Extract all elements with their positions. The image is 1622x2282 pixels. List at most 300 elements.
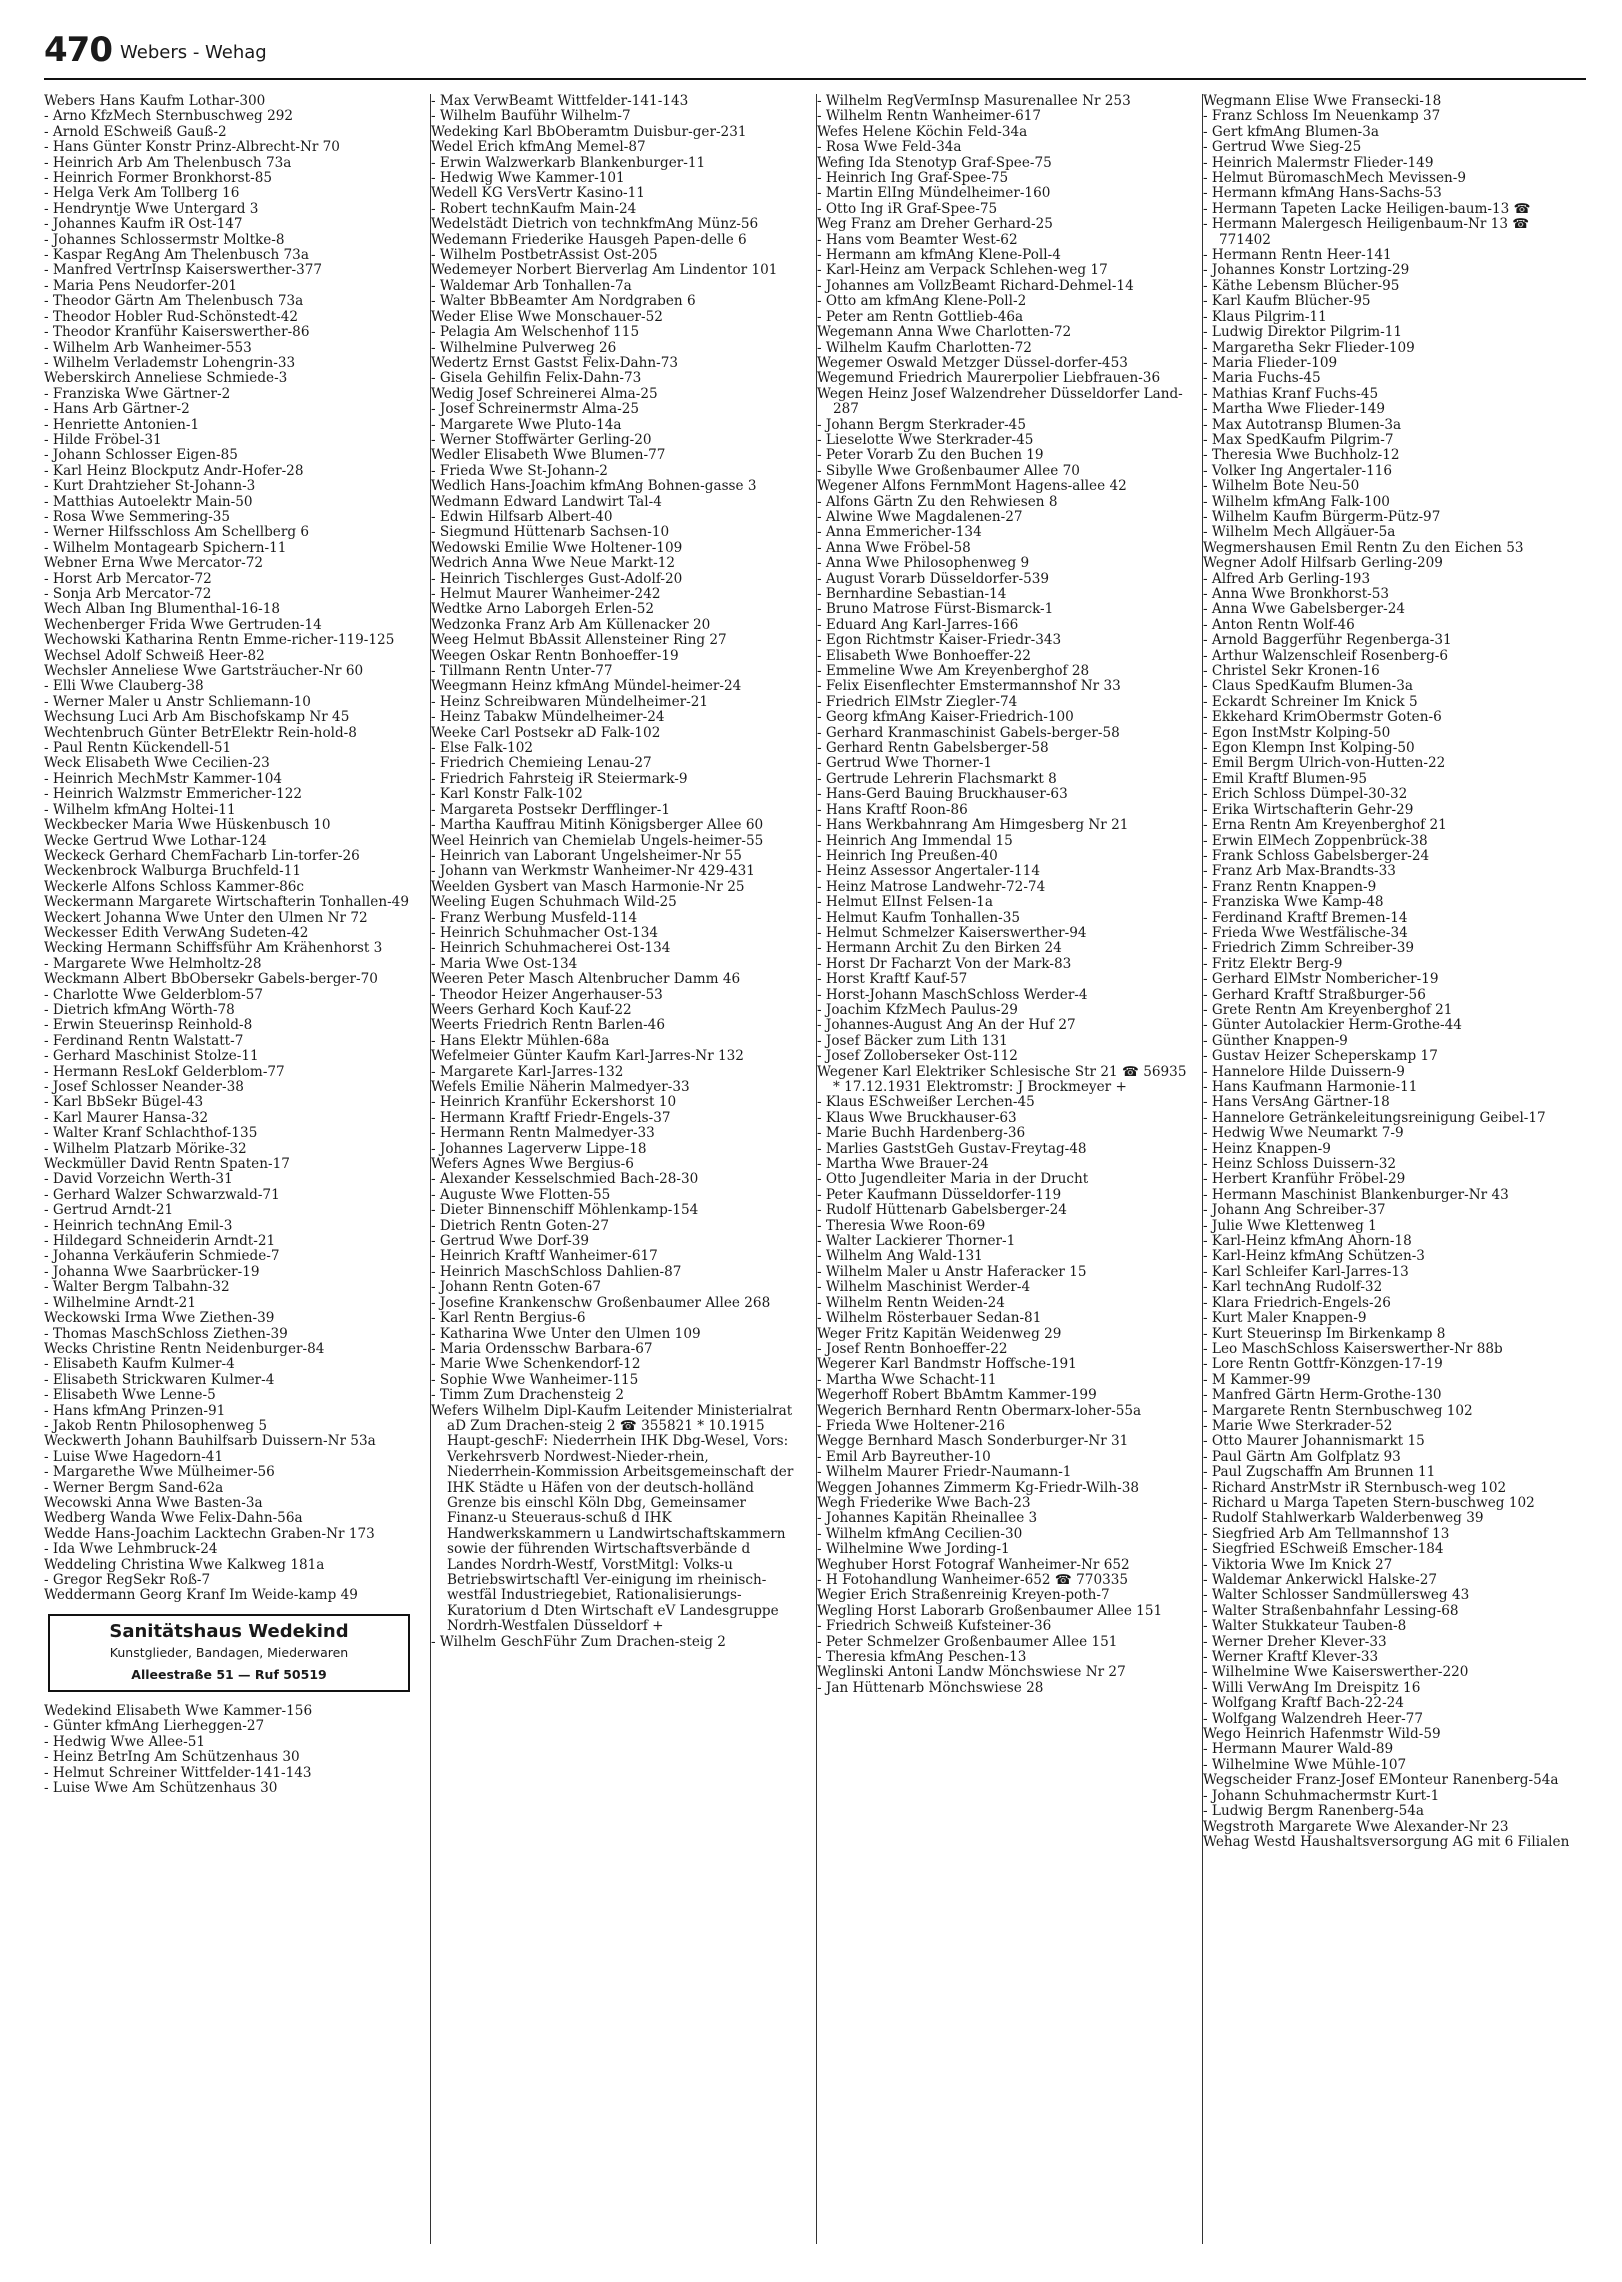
directory-entry: Weeg Helmut BbAssit Allensteiner Ring 27 xyxy=(431,632,727,649)
directory-entry: - Bruno Matrose Fürst-Bismarck-1 xyxy=(817,601,1054,618)
directory-entry: - Siegfried Arb Am Tellmannshof 13 xyxy=(1203,1525,1450,1542)
directory-entry: - Hans Arb Gärtner-2 xyxy=(44,401,190,418)
directory-entry: - Emil Arb Bayreuther-10 xyxy=(817,1448,991,1465)
directory-entry: Weckwerth Johann Bauhilfsarb Duissern-Nr 53a xyxy=(44,1433,376,1450)
directory-entry: Weeren Peter Masch Altenbrucher Damm 46 xyxy=(431,971,741,988)
directory-entry: - Julie Wwe Klettenweg 1 xyxy=(1203,1217,1377,1234)
directory-entry: - Heinrich Ang Immendal 15 xyxy=(817,832,1013,849)
directory-entry: - Heinrich MaschSchloss Dahlien-87 xyxy=(431,1263,682,1280)
directory-entry: - Hermann kfmAng Hans-Sachs-53 xyxy=(1203,185,1442,202)
directory-entry: - Elli Wwe Clauberg-38 xyxy=(44,678,204,695)
directory-entry: Weckesser Edith VerwAng Sudeten-42 xyxy=(44,924,309,941)
directory-entry: Wedell KG VersVertr Kasino-11 xyxy=(431,185,645,202)
directory-entry: - Gerhard Rentn Gabelsberger-58 xyxy=(817,740,1049,757)
directory-entry: - Edwin Hilfsarb Albert-40 xyxy=(431,508,613,525)
directory-entry: Wegen Heinz Josef Walzendreher Düsseldorfer Land-287 xyxy=(817,385,1183,418)
directory-entry: - Eckardt Schreiner Im Knick 5 xyxy=(1203,693,1418,710)
directory-entry: Weeke Carl Postsekr aD Falk-102 xyxy=(431,724,661,741)
directory-entry: Wefes Helene Köchin Feld-34a xyxy=(817,123,1028,140)
directory-entry: - Leo MaschSchloss Kaiserswerther-Nr 88b xyxy=(1203,1340,1503,1357)
directory-entry: - Erich Schloss Dümpel-30-32 xyxy=(1203,786,1408,803)
directory-entry: - Johann Schuhmachermstr Kurt-1 xyxy=(1203,1787,1440,1804)
directory-entry: Wechenberger Frida Wwe Gertruden-14 xyxy=(44,616,322,633)
directory-entry: - Theodor Heizer Angerhauser-53 xyxy=(431,986,663,1003)
directory-entry: - Heinrich Tischlerges Gust-Adolf-20 xyxy=(431,570,683,587)
directory-entry: - Helmut Schmelzer Kaiserswerther-94 xyxy=(817,924,1087,941)
directory-entry: - Alfred Arb Gerling-193 xyxy=(1203,570,1371,587)
directory-entry: - Otto Ing iR Graf-Spee-75 xyxy=(817,200,998,217)
directory-entry: - Emmeline Wwe Am Kreyenberghof 28 xyxy=(817,663,1090,680)
directory-entry: - Richard u Marga Tapeten Stern-buschweg 102 xyxy=(1203,1494,1535,1511)
directory-entry: Wechtenbruch Günter BetrElektr Rein-hold-8 xyxy=(44,724,357,741)
directory-entry: - Emil Bergm Ulrich-von-Hutten-22 xyxy=(1203,755,1446,772)
directory-entry: - Richard AnstrMstr iR Sternbusch-weg 102 xyxy=(1203,1479,1507,1496)
directory-entry: Wedelstädt Dietrich von technkfmAng Münz-56 xyxy=(431,216,759,233)
directory-entry: - Arnold Baggerführ Regenberga-31 xyxy=(1203,632,1452,649)
directory-entry: Weegmann Heinz kfmAng Mündel-heimer-24 xyxy=(431,678,742,695)
directory-entry: - Wolfgang Walzendreh Heer-77 xyxy=(1203,1710,1423,1727)
directory-entry: Weder Elise Wwe Monschauer-52 xyxy=(431,308,663,325)
directory-entry: - Johannes Kapitän Rheinallee 3 xyxy=(817,1510,1038,1527)
directory-entry: - Hermann ResLokf Gelderblom-77 xyxy=(44,1063,285,1080)
directory-entry: - Wilhelm Maler u Anstr Haferacker 15 xyxy=(817,1263,1087,1280)
directory-entry: - Dietrich Rentn Goten-27 xyxy=(431,1217,609,1234)
directory-entry: Wecke Gertrud Wwe Lothar-124 xyxy=(44,832,267,849)
directory-entry: - Arthur Walzenschleif Rosenberg-6 xyxy=(1203,647,1449,664)
directory-entry: Weghuber Horst Fotograf Wanheimer-Nr 652 xyxy=(817,1556,1130,1573)
directory-entry: - Käthe Lebensm Blücher-95 xyxy=(1203,277,1400,294)
directory-entry: - Hermann Malergesch Heiligenbaum-Nr 13 ☎ 771402 xyxy=(1203,216,1530,248)
directory-entry: - Walter Lackierer Thorner-1 xyxy=(817,1233,1016,1250)
directory-entry: - Johann Bergm Sterkrader-45 xyxy=(817,416,1026,433)
directory-entry: - Margarete Wwe Helmholtz-28 xyxy=(44,955,262,972)
directory-entry: - Max VerwBeamt Wittfelder-141-143 xyxy=(431,94,689,109)
directory-entry: - Klara Friedrich-Engels-26 xyxy=(1203,1294,1391,1311)
directory-entry: - Walter Schlosser Sandmüllersweg 43 xyxy=(1203,1587,1470,1604)
directory-entry: - Martha Wwe Schacht-11 xyxy=(817,1371,997,1388)
directory-entry: - Gregor RegSekr Roß-7 xyxy=(44,1572,211,1588)
directory-entry: - Horst Kraftf Kauf-57 xyxy=(817,971,968,988)
directory-entry: - Wilhelm Montagearb Spichern-11 xyxy=(44,539,287,556)
directory-entry: Weger Fritz Kapitän Weidenweg 29 xyxy=(817,1325,1062,1342)
directory-entry: - Günther Knappen-9 xyxy=(1203,1032,1348,1049)
directory-entry: - Heinrich Schuhmacherei Ost-134 xyxy=(431,940,671,957)
directory-entry: - Gerhard ElMstr Nombericher-19 xyxy=(1203,971,1439,988)
directory-entry: - Josef Zolloberseker Ost-112 xyxy=(817,1048,1018,1065)
directory-entry: - Hans kfmAng Prinzen-91 xyxy=(44,1402,226,1419)
directory-entry: - Gustav Heizer Scheperskamp 17 xyxy=(1203,1048,1438,1065)
directory-entry: - Maria Pens Neudorfer-201 xyxy=(44,277,238,294)
directory-entry: - Johannes Lagerverw Lippe-18 xyxy=(431,1140,647,1157)
directory-entry: - Erwin Steuerinsp Reinhold-8 xyxy=(44,1017,253,1034)
directory-entry: - Elisabeth Wwe Lenne-5 xyxy=(44,1387,216,1404)
directory-entry: Wefers Agnes Wwe Bergius-6 xyxy=(431,1156,634,1173)
directory-entry: - Werner Dreher Klever-33 xyxy=(1203,1633,1387,1650)
directory-entry: - Franz Arb Max-Brandts-33 xyxy=(1203,863,1396,880)
directory-entry: Wegemund Friedrich Maurerpolier Liebfrauen-36 xyxy=(817,370,1161,387)
directory-entry: - Hans-Gerd Bauing Bruckhauser-63 xyxy=(817,786,1068,803)
directory-entry: - Wilhelm Maschinist Werder-4 xyxy=(817,1279,1031,1296)
directory-entry: - Hedwig Wwe Allee-51 xyxy=(44,1733,205,1750)
directory-entry: - Wilhelmine Wwe Kaiserswerther-220 xyxy=(1203,1664,1469,1681)
directory-entry: - August Vorarb Düsseldorfer-539 xyxy=(817,570,1050,587)
directory-entry: Wefers Wilhelm Dipl-Kaufm Leitender Ministerialrat aD Zum Drachen-steig 2 ☎ 355821 * 10.1915 Haupt-geschF: Niederrhein IHK Dbg-Wesel, Vors: Verkehrsverb Nordwest-Nieder-rhein, Niederrhein-Kommission Arbeitsgemeinschaft der IHK Städte u Häfen von der deutsch-holländ Grenze bis einschl Köln Dbg, Gemeinsamer Finanz-u Steueraus-schuß d IHK Handwerkskammern u Landwirtschaftskammern sowie der führenden Wirtschaftsverbände d Landes Nordrh-Westf, VorstMitgl: Volks-u Betriebswirtschaftl Ver-einigung im rheinisch-westfäl Industriegebiet, Rationalisierungs-Kuratorium d Dten Wirtschaft eV Landesgruppe Nordrh-Westfalen Düsseldorf + xyxy=(431,1402,794,1635)
directory-entry: Wegscheider Franz-Josef EMonteur Ranenberg-54a xyxy=(1203,1772,1559,1789)
directory-entry: - Volker Ing Angertaler-116 xyxy=(1203,462,1393,479)
directory-entry: Wedeking Karl BbOberamtm Duisbur-ger-231 xyxy=(431,123,747,140)
directory-entry: - Hannelore Hilde Duissern-9 xyxy=(1203,1063,1405,1080)
directory-entry: - Ludwig Direktor Pilgrim-11 xyxy=(1203,324,1403,341)
directory-entry: - Sophie Wwe Wanheimer-115 xyxy=(431,1371,639,1388)
directory-entry: - Hermann Tapeten Lacke Heiligen-baum-13 ☎ xyxy=(1203,200,1531,217)
directory-entry: - Hermann Kraftf Friedr-Engels-37 xyxy=(431,1109,671,1126)
directory-entry: - M Kammer-99 xyxy=(1203,1371,1311,1388)
directory-entry: - Margarethe Wwe Mülheimer-56 xyxy=(44,1464,275,1481)
directory-entry: - Hendryntje Wwe Untergard 3 xyxy=(44,200,259,217)
directory-entry: - Max Autotransp Blumen-3a xyxy=(1203,416,1402,433)
directory-entry: - Elisabeth Strickwaren Kulmer-4 xyxy=(44,1371,275,1388)
directory-entry: Wedberg Wanda Wwe Felix-Dahn-56a xyxy=(44,1510,303,1527)
directory-entry: - Peter am Rentn Gottlieb-46a xyxy=(817,308,1024,325)
directory-entry: Wegener Alfons FernmMont Hagens-allee 42 xyxy=(817,478,1127,495)
directory-entry: - Heinrich Walzmstr Emmericher-122 xyxy=(44,786,303,803)
directory-entry: - Hermann Rentn Malmedyer-33 xyxy=(431,1125,655,1142)
directory-entry: - Helga Verk Am Tollberg 16 xyxy=(44,185,240,202)
directory-entry: - Max SpedKaufm Pilgrim-7 xyxy=(1203,431,1394,448)
directory-entry: - Claus SpedKaufm Blumen-3a xyxy=(1203,678,1413,695)
directory-entry: - Margarete Karl-Jarres-132 xyxy=(431,1063,624,1080)
directory-entry: - Wilhelm Rentn Wanheimer-617 xyxy=(817,108,1042,125)
directory-entry: - Hermann Maurer Wald-89 xyxy=(1203,1741,1394,1758)
directory-entry: - Bernhardine Sebastian-14 xyxy=(817,586,1007,602)
directory-entry: - Marie Wwe Schenkendorf-12 xyxy=(431,1356,641,1373)
directory-entry: - Marlies GaststGeh Gustav-Freytag-48 xyxy=(817,1140,1087,1157)
directory-entry: - Johann Rentn Goten-67 xyxy=(431,1279,602,1296)
directory-entry: - Karl-Heinz kfmAng Schützen-3 xyxy=(1203,1248,1425,1265)
page-header xyxy=(44,28,1586,80)
directory-entry: - Helmut BüromaschMech Mevissen-9 xyxy=(1203,170,1466,187)
directory-entry: Wegerhoff Robert BbAmtm Kammer-199 xyxy=(817,1387,1097,1404)
directory-entry: - Hans VersAng Gärtner-18 xyxy=(1203,1094,1390,1111)
directory-entry: Wegerich Bernhard Rentn Obermarx-loher-55a xyxy=(817,1402,1142,1419)
directory-entry: - Paul Gärtn Am Golfplatz 93 xyxy=(1203,1448,1401,1465)
directory-entry: - Josef Bäcker zum Lith 131 xyxy=(817,1032,1008,1049)
directory-entry: - Heinrich Former Bronkhorst-85 xyxy=(44,170,273,187)
directory-entry: - Lieselotte Wwe Sterkrader-45 xyxy=(817,431,1034,448)
directory-entry: - Wilhelmine Pulverweg 26 xyxy=(431,339,617,356)
directory-entry: - Heinz Knappen-9 xyxy=(1203,1140,1331,1157)
directory-entry: - Josef Schreinermstr Alma-25 xyxy=(431,401,639,418)
directory-entry: Wechsel Adolf Schweiß Heer-82 xyxy=(44,647,265,664)
directory-entry: Wedrich Anna Wwe Neue Markt-12 xyxy=(431,555,676,572)
directory-entry: - Peter Schmelzer Großenbaumer Allee 151 xyxy=(817,1633,1118,1650)
directory-entry: - Theresia kfmAng Peschen-13 xyxy=(817,1649,1027,1666)
directory-entry: - Friedrich Chemieing Lenau-27 xyxy=(431,755,652,772)
directory-entry: - Wilhelm kfmAng Falk-100 xyxy=(1203,493,1390,510)
directory-entry: - Ludwig Bergm Ranenberg-54a xyxy=(1203,1803,1424,1820)
directory-entry: - Rudolf Stahlwerkarb Walderbenweg 39 xyxy=(1203,1510,1484,1527)
directory-entry: - Hans vom Beamter West-62 xyxy=(817,231,1018,248)
directory-entry: - Josef Schlosser Neander-38 xyxy=(44,1079,244,1095)
directory-entry: - Erwin ElMech Zoppenbrück-38 xyxy=(1203,832,1428,849)
directory-entry: Weberskirch Anneliese Schmiede-3 xyxy=(44,370,288,387)
directory-entry: - Johann Ang Schreiber-37 xyxy=(1203,1202,1386,1219)
directory-entry: - Hans Günter Konstr Prinz-Albrecht-Nr 70 xyxy=(44,139,340,156)
directory-entry: - Heinrich Arb Am Thelenbusch 73a xyxy=(44,154,292,171)
directory-entry: - Hedwig Wwe Neumarkt 7-9 xyxy=(1203,1125,1404,1142)
directory-entry: - Martin ElIng Mündelheimer-160 xyxy=(817,185,1051,202)
directory-entry: - Egon InstMstr Kolping-50 xyxy=(1203,724,1391,741)
directory-entry: - Johanna Verkäuferin Schmiede-7 xyxy=(44,1248,280,1265)
directory-entry: - Heinrich Ing Preußen-40 xyxy=(817,847,998,864)
directory-column-1 xyxy=(44,94,414,2244)
directory-entry: - Franziska Wwe Kamp-48 xyxy=(1203,894,1384,911)
directory-entry: - Martha Wwe Flieder-149 xyxy=(1203,401,1386,418)
directory-entry: - Hildegard Schneiderin Arndt-21 xyxy=(44,1233,276,1250)
directory-entry: Wech Alban Ing Blumenthal-16-18 xyxy=(44,601,281,618)
directory-entry: Wegmershausen Emil Rentn Zu den Eichen 53 xyxy=(1203,539,1524,556)
directory-entry: - Anna Wwe Fröbel-58 xyxy=(817,539,971,556)
directory-entry: - Heinz Matrose Landwehr-72-74 xyxy=(817,878,1046,895)
directory-entry: - Auguste Wwe Flotten-55 xyxy=(431,1186,611,1203)
directory-entry: - Otto am kfmAng Klene-Poll-2 xyxy=(817,293,1027,310)
directory-entry: - Wilhelm Rentn Weiden-24 xyxy=(817,1294,1005,1311)
directory-entry: - Luise Wwe Am Schützenhaus 30 xyxy=(44,1780,278,1797)
directory-entry: Weel Heinrich van Chemielab Ungels-heimer-55 xyxy=(431,832,764,849)
directory-entry: - Luise Wwe Hagedorn-41 xyxy=(44,1448,224,1465)
directory-entry: - Walter Kranf Schlachthof-135 xyxy=(44,1125,258,1142)
directory-entry: Wegmann Elise Wwe Fransecki-18 xyxy=(1203,94,1442,109)
directory-entry: - Josef Rentn Bonhoeffer-22 xyxy=(817,1340,1008,1357)
directory-entry: Wegner Adolf Hilfsarb Gerling-209 xyxy=(1203,555,1443,572)
directory-entry: - Felix Eisenflechter Emstermannshof Nr 33 xyxy=(817,678,1121,695)
directory-entry: - Elisabeth Kaufm Kulmer-4 xyxy=(44,1356,235,1373)
directory-entry: - Hans Kraftf Roon-86 xyxy=(817,801,968,818)
directory-entry: - Grete Rentn Am Kreyenberghof 21 xyxy=(1203,1001,1453,1018)
directory-entry: Wedowski Emilie Wwe Holtener-109 xyxy=(431,539,683,556)
directory-entry: Wefing Ida Stenotyp Graf-Spee-75 xyxy=(817,154,1052,171)
directory-entry: - Margarete Wwe Pluto-14a xyxy=(431,416,622,433)
directory-entry: Wedler Elisabeth Wwe Blumen-77 xyxy=(431,447,666,464)
directory-entry: - Werner Kraftf Klever-33 xyxy=(1203,1649,1379,1666)
directory-entry: - Franziska Wwe Gärtner-2 xyxy=(44,385,231,402)
directory-entry: Weckerle Alfons Schloss Kammer-86c xyxy=(44,878,305,895)
directory-entry: Wedzonka Franz Arb Am Küllenacker 20 xyxy=(431,616,711,633)
directory-entry: - Robert technKaufm Main-24 xyxy=(431,200,637,217)
directory-entry: - Arno KfzMech Sternbuschweg 292 xyxy=(44,108,294,125)
directory-entry: Wegener Karl Elektriker Schlesische Str 21 ☎ 56935 * 17.12.1931 Elektromstr: J Brockmeyer + xyxy=(817,1063,1187,1095)
directory-entry: Weck Elisabeth Wwe Cecilien-23 xyxy=(44,755,270,772)
directory-entry: Weckmüller David Rentn Spaten-17 xyxy=(44,1156,290,1173)
directory-entry: - Wolfgang Kraftf Bach-22-24 xyxy=(1203,1695,1404,1712)
directory-entry: - Jakob Rentn Philosophenweg 5 xyxy=(44,1417,268,1434)
directory-entry: - Karl technAng Rudolf-32 xyxy=(1203,1279,1383,1296)
directory-entry: Weckmann Albert BbObersekr Gabels-berger-70 xyxy=(44,971,378,988)
directory-entry: - Joachim KfzMech Paulus-29 xyxy=(817,1001,1018,1018)
directory-entry: Webner Erna Wwe Mercator-72 xyxy=(44,555,264,572)
directory-entry: Wegstroth Margarete Wwe Alexander-Nr 23 xyxy=(1203,1818,1509,1835)
directory-entry: Wecking Hermann Schiffsführ Am Krähenhorst 3 xyxy=(44,940,383,957)
directory-entry: Weggen Johannes Zimmerm Kg-Friedr-Wilh-38 xyxy=(817,1479,1140,1496)
directory-entry: - Sibylle Wwe Großenbaumer Allee 70 xyxy=(817,462,1080,479)
directory-entry: - Kaspar RegAng Am Thelenbusch 73a xyxy=(44,247,309,264)
directory-entry: - Heinz Tabakw Mündelheimer-24 xyxy=(431,709,665,726)
directory-entry: - Frieda Wwe St-Johann-2 xyxy=(431,462,608,479)
directory-entry: - Gisela Gehilfin Felix-Dahn-73 xyxy=(431,370,642,387)
directory-entry: - Anna Wwe Gabelsberger-24 xyxy=(1203,601,1406,618)
directory-entry: Wedertz Ernst Gastst Felix-Dahn-73 xyxy=(431,354,679,371)
directory-entry: Wedlich Hans-Joachim kfmAng Bohnen-gasse 3 xyxy=(431,478,757,495)
directory-entry: - Jan Hüttenarb Mönchswiese 28 xyxy=(817,1679,1044,1696)
directory-entry: - Heinrich Schuhmacher Ost-134 xyxy=(431,924,658,941)
directory-entry: - Wilhelm Rösterbauer Sedan-81 xyxy=(817,1310,1042,1327)
directory-entry: - Hans Werkbahnrang Am Himgesberg Nr 21 xyxy=(817,817,1129,834)
directory-entry: Wegerer Karl Bandmstr Hoffsche-191 xyxy=(817,1356,1077,1373)
directory-column-3 xyxy=(816,94,1187,2244)
directory-entry: - Marie Wwe Sterkrader-52 xyxy=(1203,1417,1393,1434)
directory-entry: - Ferdinand Kraftf Bremen-14 xyxy=(1203,909,1408,926)
directory-entry: - Erika Wirtschafterin Gehr-29 xyxy=(1203,801,1414,818)
directory-entry: - Paul Zugschaffn Am Brunnen 11 xyxy=(1203,1464,1436,1481)
directory-entry: - Rudolf Hüttenarb Gabelsberger-24 xyxy=(817,1202,1067,1219)
directory-entry: Webers Hans Kaufm Lothar-300 xyxy=(44,94,266,109)
directory-entry: - Margareta Postsekr Derfflinger-1 xyxy=(431,801,671,818)
directory-entry: Weddermann Georg Kranf Im Weide-kamp 49 xyxy=(44,1587,358,1604)
directory-entry: - Kurt Maler Knappen-9 xyxy=(1203,1310,1367,1327)
directory-entry: - Theodor Hobler Rud-Schönstedt-42 xyxy=(44,308,299,325)
directory-entry: - Gerhard Kraftf Straßburger-56 xyxy=(1203,986,1426,1003)
directory-entry: Wedemann Friederike Hausgeh Papen-delle 6 xyxy=(431,231,747,248)
directory-entry: - Heinrich MechMstr Kammer-104 xyxy=(44,770,283,787)
directory-entry: - Gertrud Wwe Thorner-1 xyxy=(817,755,993,772)
directory-entry: - Karl BbSekr Bügel-43 xyxy=(44,1094,204,1111)
directory-entry: - Anna Emmericher-134 xyxy=(817,524,982,541)
directory-entry: - Hilde Fröbel-31 xyxy=(44,431,162,448)
directory-entry: - Mathias Kranf Fuchs-45 xyxy=(1203,385,1379,402)
directory-entry: - Lore Rentn Gottfr-Könzgen-17-19 xyxy=(1203,1356,1443,1373)
directory-entry: Wedel Erich kfmAng Memel-87 xyxy=(431,139,646,156)
directory-entry: - Wilhelm kfmAng Holtei-11 xyxy=(44,801,236,818)
directory-entry: - Thomas MaschSchloss Ziethen-39 xyxy=(44,1325,288,1342)
directory-entry: Weckermann Margarete Wirtschafterin Tonhallen-49 xyxy=(44,894,409,911)
directory-entry: - Johannes Kaufm iR Ost-147 xyxy=(44,216,243,233)
directory-entry: Wechowski Katharina Rentn Emme-richer-119-125 xyxy=(44,632,395,649)
directory-entry: - Wilhelm Kaufm Bürgerm-Pütz-97 xyxy=(1203,508,1441,525)
directory-entry: - Pelagia Am Welschenhof 115 xyxy=(431,324,640,341)
directory-entry: - Fritz Elektr Berg-9 xyxy=(1203,955,1343,972)
directory-entry: Weckenbrock Walburga Bruchfeld-11 xyxy=(44,863,302,880)
directory-entry: - Hermann Maschinist Blankenburger-Nr 43 xyxy=(1203,1186,1509,1203)
directory-entry: - Eduard Ang Karl-Jarres-166 xyxy=(817,616,1019,633)
directory-entry: - Manfred Gärtn Herm-Grothe-130 xyxy=(1203,1387,1442,1404)
directory-entry: - Gertrude Lehrerin Flachsmarkt 8 xyxy=(817,770,1057,787)
ad-line2: Alleestraße 51 — Ruf 50519 xyxy=(131,1666,327,1682)
directory-entry: Wego Heinrich Hafenmstr Wild-59 xyxy=(1203,1726,1441,1743)
directory-entry: Weckowski Irma Wwe Ziethen-39 xyxy=(44,1310,275,1327)
directory-entry: - Herbert Kranführ Fröbel-29 xyxy=(1203,1171,1406,1188)
directory-entry: - Johann Schlosser Eigen-85 xyxy=(44,447,238,464)
directory-entry: - Wilhelm Verlademstr Lohengrin-33 xyxy=(44,354,296,371)
directory-entry: Weckeck Gerhard ChemFacharb Lin-torfer-26 xyxy=(44,847,360,864)
directory-entry: - Gerhard Kranmaschinist Gabels-berger-58 xyxy=(817,724,1120,741)
directory-entry: - Erwin Walzwerkarb Blankenburger-11 xyxy=(431,154,706,171)
directory-entry: - Karl Heinz Blockputz Andr-Hofer-28 xyxy=(44,462,304,479)
directory-entry: - Johannes Schlossermstr Moltke-8 xyxy=(44,231,285,248)
directory-entry: - Rosa Wwe Feld-34a xyxy=(817,139,962,156)
directory-entry: - Theodor Gärtn Am Thelenbusch 73a xyxy=(44,293,304,310)
directory-entry: - Helmut Schreiner Wittfelder-141-143 xyxy=(44,1764,312,1781)
directory-entry: - Arnold ESchweiß Gauß-2 xyxy=(44,123,227,140)
directory-entry: Wedekind Elisabeth Wwe Kammer-156 xyxy=(44,1703,313,1720)
directory-entry: - Gertrud Arndt-21 xyxy=(44,1202,174,1219)
directory-entry: - Friedrich ElMstr Ziegler-74 xyxy=(817,693,1018,710)
directory-entry: - Johannes am VollzBeamt Richard-Dehmel-14 xyxy=(817,277,1134,294)
directory-entry: - Anna Wwe Philosophenweg 9 xyxy=(817,555,1030,572)
directory-entry: - Heinz Schreibwaren Mündelheimer-21 xyxy=(431,693,709,710)
directory-entry: Wefelmeier Günter Kaufm Karl-Jarres-Nr 132 xyxy=(431,1048,744,1065)
directory-entry: - Wilhelmine Wwe Mühle-107 xyxy=(1203,1756,1407,1773)
directory-entry: Weegen Oskar Rentn Bonhoeffer-19 xyxy=(431,647,679,664)
directory-entry: - Sonja Arb Mercator-72 xyxy=(44,586,212,602)
directory-entry: - Matthias Autoelektr Main-50 xyxy=(44,493,253,510)
directory-entry: - Heinz BetrIng Am Schützenhaus 30 xyxy=(44,1749,300,1766)
directory-entry: - Wilhelm Platzarb Mörike-32 xyxy=(44,1140,247,1157)
directory-entry: - Werner Stoffwärter Gerling-20 xyxy=(431,431,652,448)
directory-entry: - Gertrud Wwe Sieg-25 xyxy=(1203,139,1362,156)
directory-entry: - Franz Werbung Musfeld-114 xyxy=(431,909,638,926)
directory-entry: - Maria Fuchs-45 xyxy=(1203,370,1321,387)
directory-entry: - Alwine Wwe Magdalenen-27 xyxy=(817,508,1023,525)
directory-entry: - Margarete Rentn Sternbuschweg 102 xyxy=(1203,1402,1473,1419)
directory-entry: - Timm Zum Drachensteig 2 xyxy=(431,1387,625,1404)
directory-entry: - Marie Buchh Hardenberg-36 xyxy=(817,1125,1026,1142)
directory-entry: - Hermann Archit Zu den Birken 24 xyxy=(817,940,1062,957)
directory-entry: - Friedrich Schweiß Kufsteiner-36 xyxy=(817,1618,1052,1635)
directory-entry: - Walter BbBeamter Am Nordgraben 6 xyxy=(431,293,696,310)
directory-column-4 xyxy=(1202,94,1573,2244)
directory-entry: - Frieda Wwe Holtener-216 xyxy=(817,1417,1006,1434)
directory-entry: - Gert kfmAng Blumen-3a xyxy=(1203,123,1379,140)
directory-entry: - Karl-Heinz kfmAng Ahorn-18 xyxy=(1203,1233,1412,1250)
directory-entry: Wedemeyer Norbert Bierverlag Am Lindentor 101 xyxy=(431,262,778,279)
directory-entry: - Franz Rentn Knappen-9 xyxy=(1203,878,1377,895)
directory-entry: Weelden Gysbert van Masch Harmonie-Nr 25 xyxy=(431,878,745,895)
directory-entry: Wegemer Oswald Metzger Düssel-dorfer-453 xyxy=(817,354,1128,371)
directory-entry: - Egon Richtmstr Kaiser-Friedr-343 xyxy=(817,632,1062,649)
directory-entry: - Siegmund Hüttenarb Sachsen-10 xyxy=(431,524,670,541)
directory-entry: - Gerhard Maschinist Stolze-11 xyxy=(44,1048,259,1065)
directory-entry: - Karl Maurer Hansa-32 xyxy=(44,1109,209,1126)
directory-entry: Wedtke Arno Laborgeh Erlen-52 xyxy=(431,601,655,618)
directory-entry: - Friedrich Zimm Schreiber-39 xyxy=(1203,940,1415,957)
directory-entry: - Ekkehard KrimObermstr Goten-6 xyxy=(1203,709,1442,726)
directory-entry: - Wilhelm Maurer Friedr-Naumann-1 xyxy=(817,1464,1072,1481)
directory-entry: - Wilhelmine Wwe Jording-1 xyxy=(817,1541,1010,1558)
directory-entry: Wegge Bernhard Masch Sonderburger-Nr 31 xyxy=(817,1433,1129,1450)
directory-entry: - Johannes Konstr Lortzing-29 xyxy=(1203,262,1410,279)
directory-entry: - Manfred VertrInsp Kaiserswerther-377 xyxy=(44,262,323,279)
directory-entry: - Theodor Kranführ Kaiserswerther-86 xyxy=(44,324,310,341)
directory-entry: - Wilhelm GeschFühr Zum Drachen-steig 2 xyxy=(431,1633,726,1650)
directory-entry: - Henriette Antonien-1 xyxy=(44,416,200,433)
directory-entry: - Waldemar Ankerwickl Halske-27 xyxy=(1203,1572,1438,1588)
directory-entry: - Peter Kaufmann Düsseldorfer-119 xyxy=(817,1186,1062,1203)
directory-entry: - Walter Stukkateur Tauben-8 xyxy=(1203,1618,1407,1635)
directory-entry: - Emil Kraftf Blumen-95 xyxy=(1203,770,1368,787)
directory-entry: Weckert Johanna Wwe Unter den Ulmen Nr 72 xyxy=(44,909,368,926)
directory-entry: - Wilhelmine Arndt-21 xyxy=(44,1294,196,1311)
directory-entry: - Otto Jugendleiter Maria in der Drucht xyxy=(817,1171,1089,1188)
